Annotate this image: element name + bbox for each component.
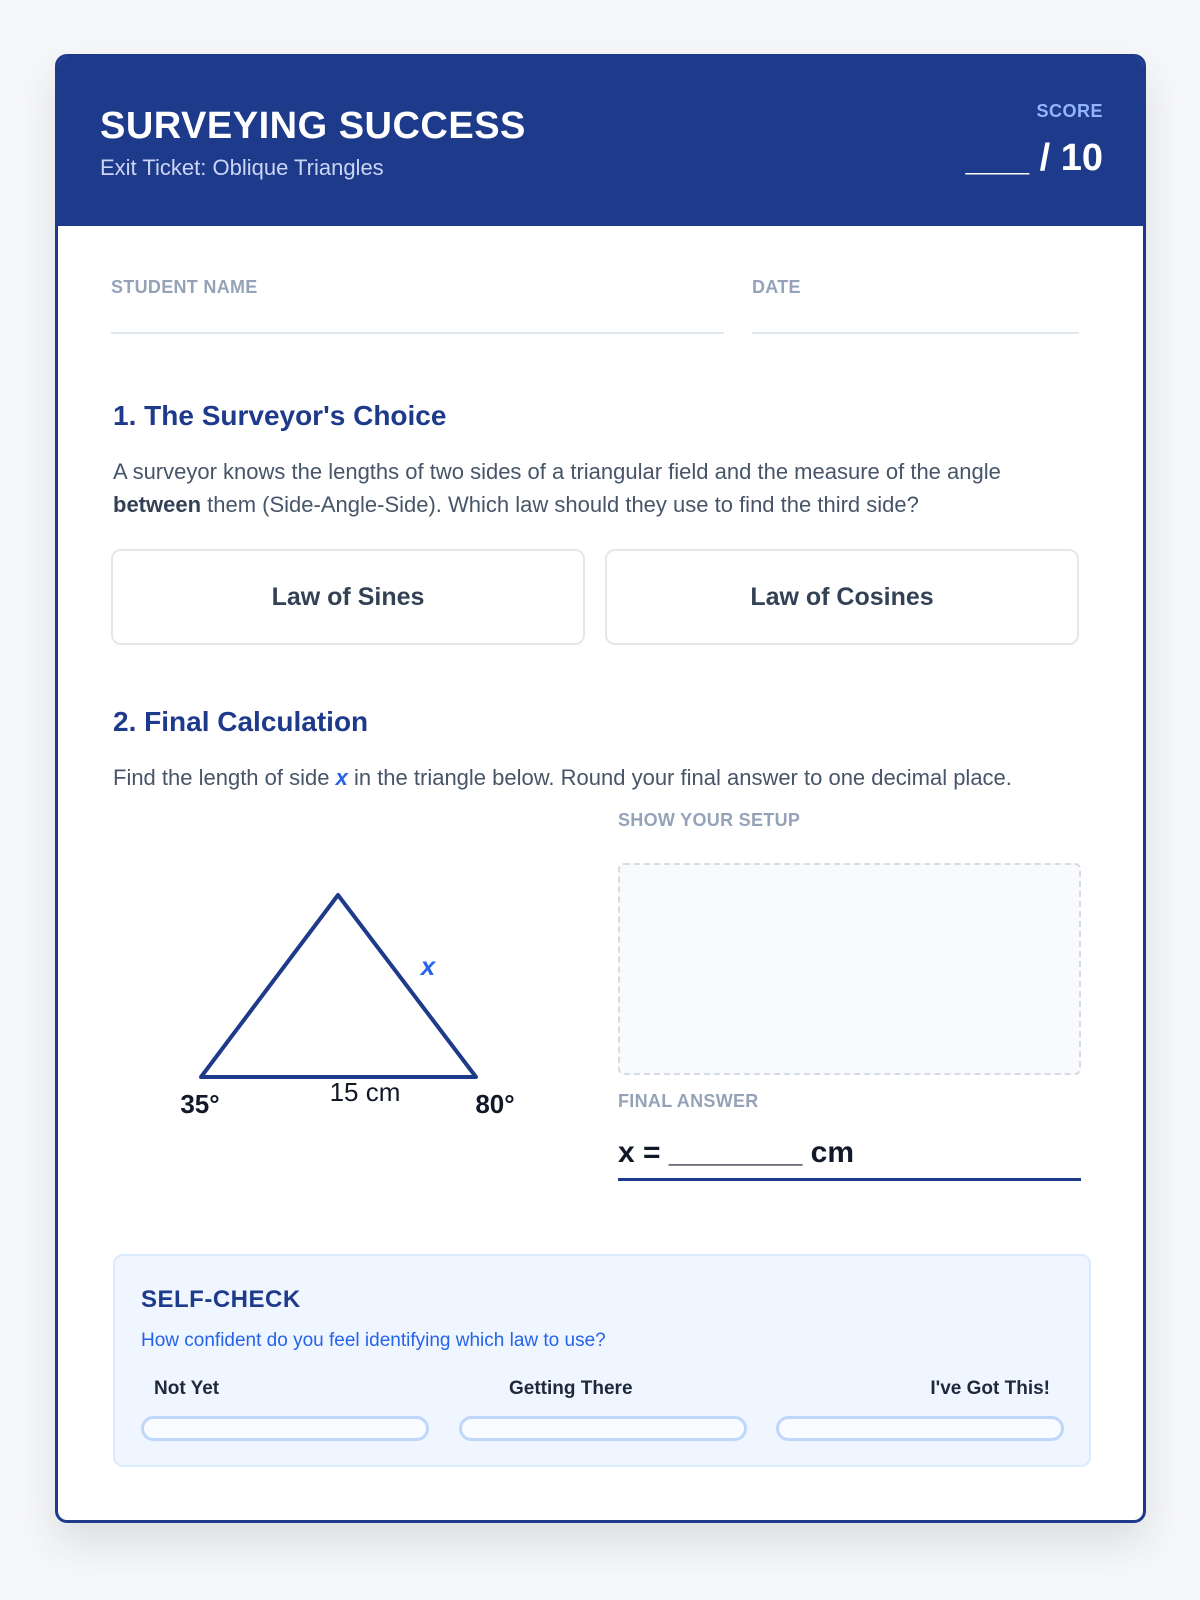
triangle-diagram <box>158 877 538 1137</box>
date-field[interactable] <box>752 332 1079 334</box>
score-value: ___ / 10 <box>965 137 1103 179</box>
self-check-question: How confident do you feel identifying which law to use? <box>141 1330 606 1351</box>
question-2-title: 2. Final Calculation <box>113 706 369 737</box>
question-1-text-emphasis: between <box>113 492 202 517</box>
score-label: SCORE <box>1036 101 1103 121</box>
header <box>58 57 1143 226</box>
question-1-text <box>113 455 1073 521</box>
question-2-text-part: Find the length of side <box>113 765 336 790</box>
question-1-title: 1. The Surveyor's Choice <box>113 400 447 431</box>
level-not-yet-label: Not Yet <box>154 1378 220 1399</box>
exit-ticket-card <box>55 54 1146 1523</box>
angle-left-label: 35° <box>180 1089 220 1119</box>
level-got-this-label: I've Got This! <box>930 1378 1050 1399</box>
question-1-text-part: A surveyor knows the lengths of two sides of a triangular field and the measure of the angle <box>113 459 1001 484</box>
self-check-title: SELF-CHECK <box>141 1286 301 1313</box>
student-name-label: STUDENT NAME <box>111 277 258 297</box>
side-x-label: x <box>420 951 436 981</box>
question-2-text-part: in the triangle below. Round your final answer to one decimal place. <box>347 765 1012 790</box>
question-2-text <box>113 761 1073 794</box>
level-got-this-option[interactable] <box>776 1416 1064 1441</box>
final-answer-field[interactable]: x = ________ cm <box>618 1136 1081 1181</box>
base-length-label: 15 cm <box>329 1077 401 1107</box>
date-label: DATE <box>752 277 801 297</box>
level-not-yet-option[interactable] <box>141 1416 429 1441</box>
student-name-field[interactable] <box>111 332 724 334</box>
setup-label: SHOW YOUR SETUP <box>618 810 801 830</box>
variable-x: x <box>335 765 348 790</box>
final-answer-label: FINAL ANSWER <box>618 1091 759 1111</box>
angle-right-label: 80° <box>475 1089 515 1119</box>
question-1-text-part: them (Side-Angle-Side). Which law should they use to find the third side? <box>201 492 919 517</box>
page-title: SURVEYING SUCCESS <box>100 105 526 147</box>
triangle-shape <box>201 895 476 1077</box>
choice-law-of-sines-button[interactable]: Law of Sines <box>111 549 585 645</box>
page-subtitle: Exit Ticket: Oblique Triangles <box>100 155 384 180</box>
level-getting-there-label: Getting There <box>509 1378 633 1399</box>
self-check-panel <box>113 1254 1091 1467</box>
level-getting-there-option[interactable] <box>459 1416 747 1441</box>
setup-work-area[interactable] <box>618 863 1081 1075</box>
choice-law-of-cosines-button[interactable]: Law of Cosines <box>605 549 1079 645</box>
